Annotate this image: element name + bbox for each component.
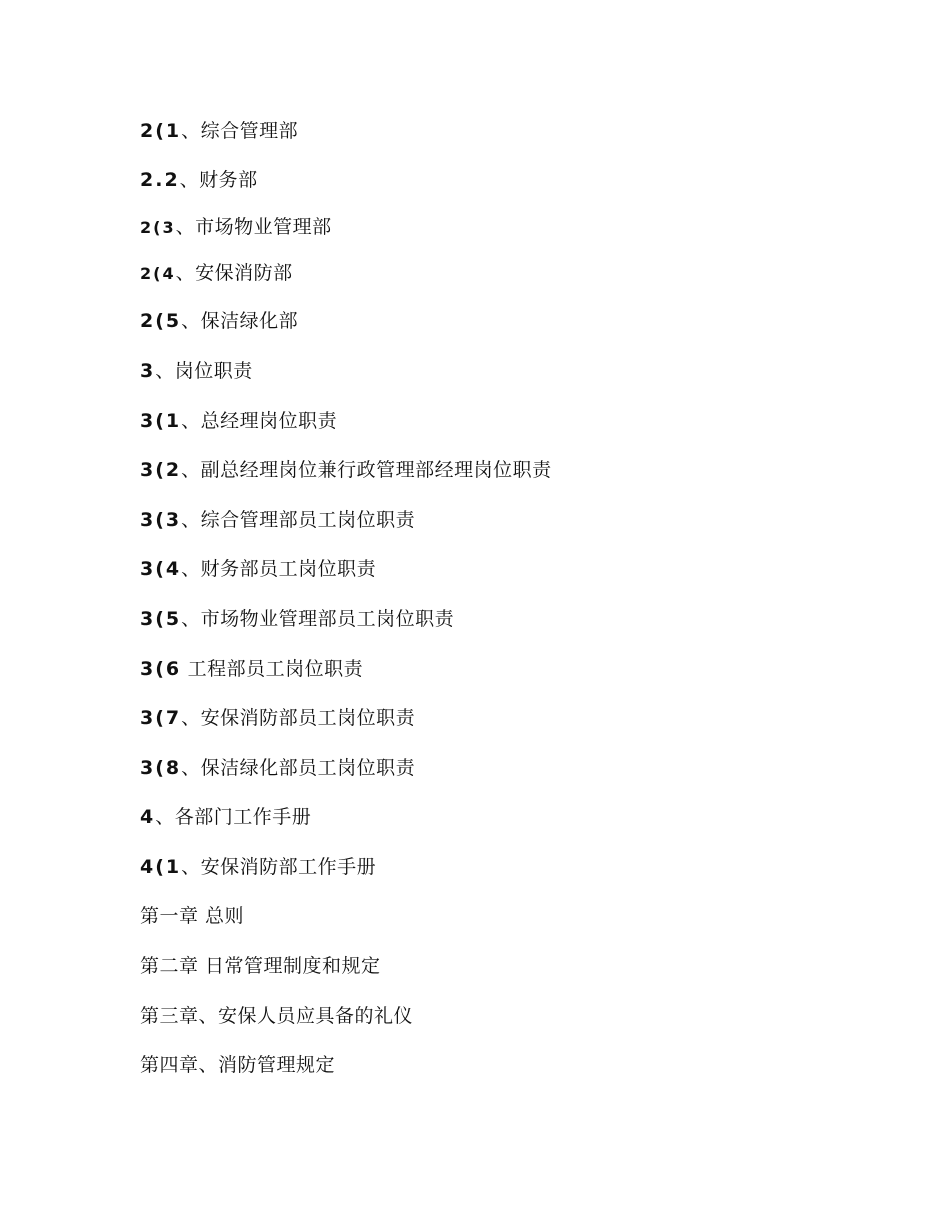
toc-chapter-text: 第三章、安保人员应具备的礼仪 — [140, 1005, 414, 1027]
toc-entry — [140, 855, 376, 879]
toc-entry — [140, 409, 337, 433]
toc-entry-number: 3(7 — [140, 707, 182, 729]
toc-entry-number: 3(2 — [140, 459, 182, 481]
toc-entry-text: 、安保消防部 — [175, 262, 293, 284]
toc-entry-text: 、市场物业管理部 — [175, 216, 332, 238]
toc-entry — [140, 657, 363, 681]
toc-entry — [140, 215, 332, 240]
toc-chapter — [140, 954, 381, 978]
toc-entry-number: 3 — [140, 360, 156, 382]
toc-entry — [140, 805, 311, 829]
toc-chapter — [140, 1053, 335, 1077]
toc-entry — [140, 508, 415, 532]
toc-entry-text: 、副总经理岗位兼行政管理部经理岗位职责 — [181, 459, 552, 481]
toc-entry-number: 3(4 — [140, 558, 182, 580]
toc-chapter-text: 第二章 日常管理制度和规定 — [140, 955, 381, 977]
toc-entry-text: 、财务部 — [179, 169, 258, 191]
toc-entry — [140, 458, 552, 482]
toc-chapter-text: 第四章、消防管理规定 — [140, 1054, 336, 1076]
toc-entry-text: 、安保消防部工作手册 — [181, 856, 377, 878]
toc-entry-number: 3(3 — [140, 509, 182, 531]
toc-entry-number: 3(8 — [140, 757, 182, 779]
toc-entry-text: 、保洁绿化部 — [181, 310, 299, 332]
toc-chapter-text: 第一章 总则 — [140, 905, 245, 927]
toc-entry-text: 、综合管理部员工岗位职责 — [181, 509, 416, 531]
toc-chapter — [140, 1004, 413, 1028]
toc-entry-text: 、总经理岗位职责 — [181, 410, 338, 432]
toc-entry-number: 4(1 — [140, 856, 182, 878]
toc-entry-number: 2(4 — [140, 264, 176, 283]
toc-entry-text: 、市场物业管理部员工岗位职责 — [181, 608, 455, 630]
toc-entry — [140, 607, 454, 631]
toc-entry — [140, 261, 293, 286]
toc-entry-text: 、各部门工作手册 — [155, 806, 312, 828]
toc-entry — [140, 119, 298, 143]
toc-entry-number: 3(5 — [140, 608, 182, 630]
toc-entry-number: 3(6 — [140, 658, 182, 680]
toc-entry — [140, 706, 415, 730]
toc-entry-text: 工程部员工岗位职责 — [181, 658, 364, 680]
toc-entry-number: 2(1 — [140, 120, 182, 142]
toc-entry-text: 、综合管理部 — [181, 120, 299, 142]
toc-entry-number: 3(1 — [140, 410, 182, 432]
toc-entry-number: 2.2 — [140, 169, 180, 191]
toc-entry-text: 、安保消防部员工岗位职责 — [181, 707, 416, 729]
toc-chapter — [140, 904, 244, 928]
toc-entry-number: 2(5 — [140, 310, 182, 332]
toc-entry — [140, 756, 415, 780]
toc-entry — [140, 309, 298, 333]
toc-entry — [140, 557, 376, 581]
toc-entry-text: 、岗位职责 — [155, 360, 253, 382]
toc-entry-number: 2(3 — [140, 218, 176, 237]
toc-entry-text: 、财务部员工岗位职责 — [181, 558, 377, 580]
toc-entry-text: 、保洁绿化部员工岗位职责 — [181, 757, 416, 779]
toc-entry-number: 4 — [140, 806, 156, 828]
toc-entry — [140, 168, 258, 192]
toc-entry — [140, 359, 253, 383]
